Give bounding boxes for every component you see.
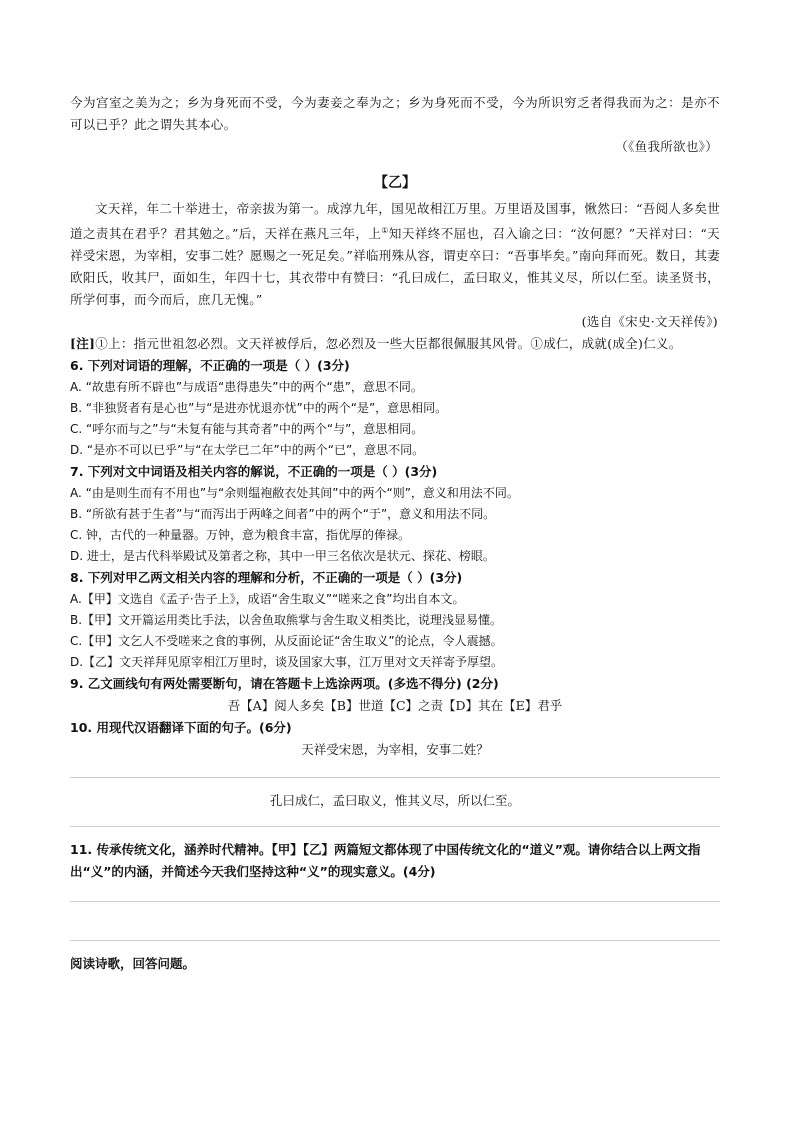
annotation	[70, 333, 720, 355]
exam-page-content	[70, 92, 720, 975]
question-6-option-d: D. “是亦不可以已乎”与“在太学已二年”中的两个“已”，意思不同。	[70, 443, 425, 458]
passage-yi-source: (选自《宋史·文天祥传》)	[581, 314, 718, 330]
question-8-option-d: D.【乙】文天祥拜见原宰相江万里时，谈及国家大事，江万里对文天祥寄予厚望。	[70, 655, 504, 670]
passage-yi-text-part1: 文天祥，年二十举进士，帝亲拔为第一。成淳九年，国见故相江万里。万里语及国事，愀然曰：“吾阅人多矣世道之责其在君乎？君其勉之。”后，天祥在燕凡三年，上	[70, 201, 720, 242]
question-9-sentence: 吾【A】阅人多矣【B】世道【C】之责【D】其在【E】君乎	[227, 698, 563, 714]
question-8-option-b: B.【甲】文开篇运用类比手法，以舍鱼取熊掌与舍生取义相类比，说理浅显易懂。	[70, 613, 503, 628]
question-7-option-d: D. 进士，是古代科举殿试及第者之称，其中一甲三名依次是状元、探花、榜眼。	[70, 549, 495, 564]
passage-yi-text-part2: 知天祥终不屈也，召入谕之曰：“汝何愿？”天祥对曰：“天祥受宋恩，为宰相，安事二姓？愿赐之一死足矣。”祥临刑殊从容，谓吏卒曰：“吾事毕矣。”南向拜而死。数日，其妻欧阳氏，收其尸，面如生，年四十七，其衣带中有赞曰：“孔曰成仁，孟曰取义，惟其义尽，所以仁至。读圣贤书，所学何事，而今而后，庶几无愧。”	[70, 226, 720, 308]
next-section-title: 阅读诗歌，回答问题。	[70, 956, 196, 972]
question-6-option-b: B. “非独贤者有是心也”与“是进亦忧退亦忧”中的两个“是”，意思相同。	[70, 401, 448, 416]
passage-yi-text	[70, 198, 720, 311]
passage-jia-source: （《鱼我所欲也》）	[615, 139, 718, 154]
passage-yi-title: 【乙】	[374, 175, 416, 191]
question-9-stem: 9. 乙文画线句有两处需要断句，请在答题卡上选涂两项。(多选不得分) (2分)	[70, 676, 499, 692]
question-10-stem: 10. 用现代汉语翻译下面的句子。(6分)	[70, 720, 292, 736]
question-8-option-c: C.【甲】文乞人不受嗟来之食的事例，从反面论证“舍生取义”的论点，令人震撼。	[70, 634, 503, 649]
question-8-stem: 8. 下列对甲乙两文相关内容的理解和分析，不正确的一项是（ ）(3分)	[70, 570, 463, 586]
annotation-label: [注]	[70, 336, 96, 352]
question-6-option-c: C. “呼尔而与之”与“未复有能与其奇者”中的两个“与”，意思相同。	[70, 422, 424, 437]
question-6-option-a: A. “故患有所不辟也”与成语“患得患失”中的两个“患”，意思不同。	[70, 380, 423, 395]
annotation-text: ①上：指元世祖忽必烈。文天祥被俘后，忽必烈及一些大臣都很佩服其风骨。①成仁，成就(成全)仁义。	[95, 336, 682, 352]
question-7-option-a: A. “由是则生而有不用也”与“余则缊袍敝衣处其间”中的两个“则”，意义和用法不同。	[70, 486, 519, 501]
question-7-option-c: C. 钟，古代的一种量器。万钟，意为粮食丰富，指优厚的俸禄。	[70, 528, 411, 543]
question-11-stem: 11. 传承传统文化，涵养时代精神。【甲】【乙】两篇短文都体现了中国传统文化的“道义”观。请你结合以上两文指出“义”的内涵，并简述今天我们坚持这种“义”的现实意义。(4分)	[70, 842, 701, 880]
question-10-sentence-1: 天祥受宋恩，为宰相，安事二姓？	[301, 742, 489, 758]
question-7-option-b: B. “所欲有甚于生者”与“而泻出于两峰之间者”中的两个“于”，意义和用法不同。	[70, 507, 496, 522]
question-10-sentence-2: 孔曰成仁，孟曰取义，惟其义尽，所以仁至。	[269, 793, 520, 809]
footnote-marker: ①	[381, 226, 389, 235]
question-6-stem: 6. 下列对词语的理解，不正确的一项是（ ）(3分)	[70, 358, 350, 374]
question-8-option-a: A.【甲】文选自《孟子·告子上》，成语“舍生取义”“嗟来之食”均出自本文。	[70, 592, 465, 607]
passage-jia-ending: 今为宫室之美为之；乡为身死而不受，今为妻妾之奉为之；乡为身死而不受，今为所识穷乏者得我而为之：是亦不可以已乎？此之谓失其本心。	[70, 95, 720, 132]
question-7-stem: 7. 下列对文中词语及相关内容的解说，不正确的一项是（ ）(3分)	[70, 464, 438, 480]
